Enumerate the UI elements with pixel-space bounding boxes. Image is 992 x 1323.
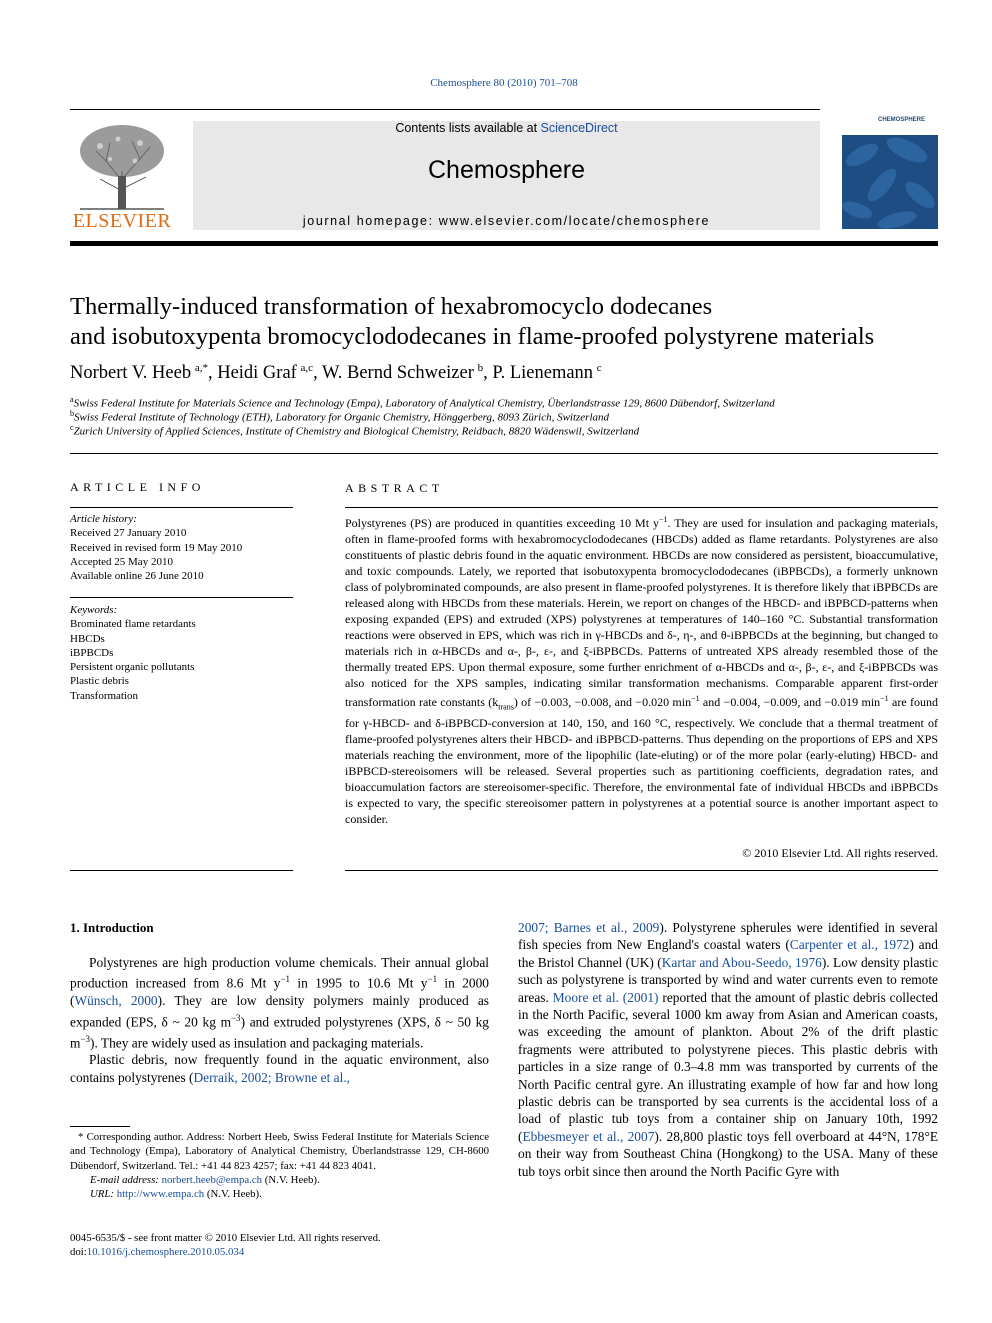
- author-affil-sup: a,*: [194, 362, 208, 374]
- keyword-item: HBCDs: [70, 632, 105, 645]
- history-label: Article history:: [70, 513, 137, 525]
- abstract-text: and −0.004, −0.009, and −0.019 min: [699, 695, 881, 710]
- keyword-item: Brominated flame retardants: [70, 618, 196, 631]
- intro-text: ). They are widely used as insulation and packaging materials.: [90, 1035, 424, 1051]
- url-link[interactable]: http://www.empa.ch: [116, 1188, 205, 1201]
- history-item: Received in revised form 19 May 2010: [70, 541, 243, 554]
- page-footer: [70, 1231, 570, 1260]
- abstract-sup: −1: [880, 694, 889, 704]
- author-list: Norbert V. Heeb $^{a,*}$, Heidi Graf $^{a,c}$, W. Bernd Schweizer $^b$, P. Lienemann $^c$: [70, 362, 602, 384]
- abstract-copyright: © 2010 Elsevier Ltd. All rights reserved.: [742, 846, 938, 860]
- affil-text: Swiss Federal Institute for Materials Science and Technology (Empa), Laboratory of Analytical Chemistry, Überlandstrasse 129, 8600 Dübendorf, Switzerland: [73, 397, 775, 410]
- intro-right-column: [518, 919, 938, 1180]
- unit-sup: −1: [427, 974, 438, 985]
- intro-text: in 2000 (: [70, 975, 489, 1009]
- history-item: Received 27 January 2010: [70, 527, 187, 540]
- contents-availability: [193, 121, 820, 135]
- intro-paragraph: [70, 954, 489, 1051]
- intro-text: ). 28,800 plastic toys fell overboard at 44°N, 178°E on their way from Southeast China (Hongkong) to the USA. Many of these tub toys orbit since then around the North Pacific Gyre with: [518, 1128, 938, 1179]
- title-line-1: Thermally-induced transformation of hexabromocyclo dodecanes: [70, 293, 713, 320]
- article-title: [70, 292, 950, 352]
- email-label: E-mail address:: [90, 1173, 159, 1186]
- doi-link[interactable]: 10.1016/j.chemosphere.2010.05.034: [86, 1246, 245, 1259]
- journal-homepage[interactable]: journal homepage: www.elsevier.com/locate/chemosphere: [302, 214, 711, 228]
- issn-line: 0045-6535/$ - see front matter © 2010 Elsevier Ltd. All rights reserved.: [70, 1232, 381, 1244]
- abstract-sup: −1: [691, 694, 700, 704]
- title-line-2: and isobutoxypenta bromocyclododecanes in flame-proofed polystyrene materials: [70, 323, 875, 350]
- citation-link[interactable]: Moore et al. (2001): [552, 989, 659, 1005]
- author-name[interactable]: Heidi Graf: [217, 363, 297, 384]
- abstract-body: [345, 512, 938, 828]
- abstract-sub: trans: [498, 702, 514, 712]
- affil-sup: c: [70, 423, 74, 432]
- url-label: URL:: [90, 1188, 114, 1201]
- intro-text: ) and extruded polystyrenes (XPS, δ ~ 50 kg m: [70, 1014, 489, 1051]
- citation-link[interactable]: Wünsch, 2000: [74, 993, 158, 1009]
- affiliation-a: [70, 395, 950, 410]
- keywords-label: Keywords:: [70, 604, 118, 616]
- intro-text: Polystyrenes are high production volume chemicals. Their annual global production increased from 8.6 Mt y: [70, 955, 489, 991]
- abstract-rule: [345, 507, 938, 508]
- intro-paragraph-continued: [518, 919, 938, 1180]
- abstract-bottom-rule: [345, 870, 938, 871]
- email-link[interactable]: norbert.heeb@empa.ch: [161, 1173, 263, 1186]
- doi-prefix: doi:: [70, 1246, 87, 1259]
- keywords-list: [70, 603, 293, 703]
- unit-sup: −3: [230, 1012, 241, 1023]
- citation-link[interactable]: Kartar and Abou-Seedo, 1976: [661, 954, 822, 970]
- cover-title: CHEMOSPHERE: [878, 117, 926, 123]
- article-info-bottom-rule: [70, 870, 293, 871]
- intro-text: ). They are low density polymers mainly produced as expanded (EPS, δ ~ 20 kg m: [70, 993, 489, 1030]
- affil-text: Swiss Federal Institute of Technology (ETH), Laboratory for Organic Chemistry, Hönggerberg, 8093 Zürich, Switzerland: [74, 411, 610, 424]
- header-thick-rule: [70, 241, 938, 246]
- corresponding-author-footnote: [70, 1130, 489, 1201]
- affil-text: Zurich University of Applied Sciences, Institute of Chemistry and Biological Chemistry, Reidbach, 8820 Wädenswil, Switzerland: [73, 425, 640, 438]
- author-affil-sup: a,c: [300, 362, 314, 374]
- author-name[interactable]: W. Bernd Schweizer: [321, 363, 474, 384]
- intro-text: Plastic debris, now frequently found in the aquatic environment, also contains polystyrenes (: [70, 1052, 489, 1085]
- citation-link[interactable]: 2007; Barnes et al., 2009: [518, 920, 660, 935]
- abstract-text: . They are used for insulation and packaging materials, often in flame-proofed forms with hexabromocyclododecanes (HBCDs) added as flame retardants. Polystyrenes are also constituents of plastic debris found in the aquatic environment. HBCDs are now considered as persistent, bioaccumulative, and toxic compounds. Lately, we reported that isobutoxypenta bromocyclododecanes (iBPBCDs), a formerly unknown class of polybrominated compounds, are also present in flame-proofed polystyrenes. It is therefore likely that iBPBCDs are released along with HBCDs from these materials. Herein, we report on changes of the HBCD- and iBPBCD-patterns when exposing expanded (EPS) and extruded (XPS) polystyrenes at temperatures of 140–160 °C. Substantial transformation reactions were observed in EPS, which was rich in γ-HBCDs and δ-, η-, and θ-iBPBCDs at the beginning, but changed to materials rich in α-HBCDs and α-, β-, ε-, and ξ-iBPBCDs. Patterns of untreated XPS already resembled those of the thermally treated EPS. Upon thermal exposure, some further enrichment of α-HBCDs and α-, β-, ε-, and ξ-iBPBCDs was also noticed for the XPS samples, indicating similar transformation mechanisms. Comparable apparent first-order transformation rate constants (k: [345, 516, 938, 710]
- author-name[interactable]: P. Lienemann: [492, 363, 594, 384]
- abstract-sup: −1: [659, 515, 668, 524]
- section-rule: [70, 453, 938, 454]
- article-history: [70, 512, 293, 583]
- intro-left-column: [70, 954, 489, 1086]
- abstract-text: ) of −0.003, −0.008, and −0.020 min: [513, 695, 692, 710]
- affiliation-b: [70, 409, 950, 424]
- affiliation-c: [70, 423, 950, 438]
- journal-name: Chemosphere: [427, 156, 586, 184]
- abstract-text: are found for γ-HBCD- and δ-iBPBCD-conversion at 140, 150, and 160 °C, respectively. We conclude that a thermal treatment of flame-proofed polystyrenes alters their HBCD- and iBPBCD-patterns. Thus depending on the proportions of EPS and XPS materials reaching the environment, more of the lipophilic (late-eluting) or of the more polar (early-eluting) HBCD- and iBPBCD-stereoisomers will be released. Several properties such as partitioning coefficients, degradation rates, and bioaccumulation factors are stereoisomer-specific. Therefore, the environmental fate of individual HBCDs and iBPBCDs is expected to vary, the specific stereoisomer pattern in polystyrenes at a potential source is another important aspect to consider.: [345, 695, 938, 826]
- author-name[interactable]: Norbert V. Heeb: [70, 363, 192, 384]
- footnote-text: * Corresponding author. Address: Norbert Heeb, Swiss Federal Institute for Materials Science and Technology (Empa), Laboratory of Analytical Chemistry, Überlandstrasse 129, CH-8600 Dübendorf, Switzerland. Tel.: +41 44 823 4257; fax: +41 44 823 4041.: [70, 1131, 489, 1172]
- keyword-item: Persistent organic pollutants: [70, 661, 195, 674]
- cover-header: [842, 111, 938, 135]
- keywords-rule: [70, 597, 293, 598]
- intro-text: ) and the Bristol Channel (UK) (: [518, 937, 938, 970]
- intro-text: ). Low density plastic such as polystyrene is transported by wind and water currents even to remote areas.: [518, 954, 939, 1005]
- history-item: Accepted 25 May 2010: [70, 555, 173, 568]
- affil-sup: b: [70, 409, 74, 418]
- citation-link[interactable]: Carpenter et al., 1972: [789, 937, 910, 953]
- affil-sup: a: [70, 395, 74, 404]
- unit-sup: −1: [280, 974, 291, 985]
- history-item: Available online 26 June 2010: [70, 570, 204, 583]
- keyword-item: Plastic debris: [70, 675, 129, 688]
- journal-citation[interactable]: Chemosphere 80 (2010) 701–708: [430, 77, 578, 89]
- author-affil-sup: b: [477, 362, 484, 374]
- author-affil-sup: c: [596, 362, 602, 374]
- header-rule: [70, 109, 820, 110]
- unit-sup: −3: [80, 1033, 90, 1044]
- abstract-heading: ABSTRACT: [345, 481, 444, 495]
- footnote-rule: [70, 1126, 130, 1127]
- intro-text: in 1995 to 10.6 Mt y: [290, 975, 428, 991]
- elsevier-wordmark: ELSEVIER: [72, 210, 172, 232]
- email-suffix: (N.V. Heeb).: [262, 1173, 320, 1186]
- intro-text: ). Polystyrene spherules were identified in several fish species from New England's coastal waters (: [518, 920, 938, 953]
- citation-link[interactable]: Derraik, 2002; Browne et al.,: [193, 1069, 351, 1085]
- keyword-item: Transformation: [70, 689, 139, 702]
- sciencedirect-link[interactable]: ScienceDirect: [540, 121, 618, 135]
- citation-link[interactable]: Ebbesmeyer et al., 2007: [522, 1128, 655, 1144]
- cover-leaf-pattern: [842, 135, 938, 229]
- introduction-heading: 1. Introduction: [70, 920, 154, 935]
- article-info-rule: [70, 507, 293, 508]
- journal-cover-image: [842, 111, 938, 229]
- intro-text: reported that the amount of plastic debris collected in the North Pacific, several 1000 km away from Asian and American coasts, was exceeding the amount of plankton. About 2% of the drift plastic fragments were attributed to polystyrene pieces. This plastic debris with particles in a size range of 0.3–4.8 mm was transported by currents of the North Pacific central gyre. An illustrating example of how far and how long plastic debris can be transported by sea currents is the accidental loss of a load of plastic tub toys from a container ship on January 10th, 1992 (: [518, 989, 938, 1144]
- keyword-item: iBPBCDs: [70, 646, 114, 659]
- url-suffix: (N.V. Heeb).: [204, 1188, 262, 1201]
- intro-paragraph: [70, 1051, 489, 1086]
- abstract-text: Polystyrenes (PS) are produced in quantities exceeding 10 Mt y: [345, 516, 659, 530]
- contents-prefix: Contents lists available at: [395, 121, 541, 135]
- article-info-heading: ARTICLE INFO: [70, 480, 205, 494]
